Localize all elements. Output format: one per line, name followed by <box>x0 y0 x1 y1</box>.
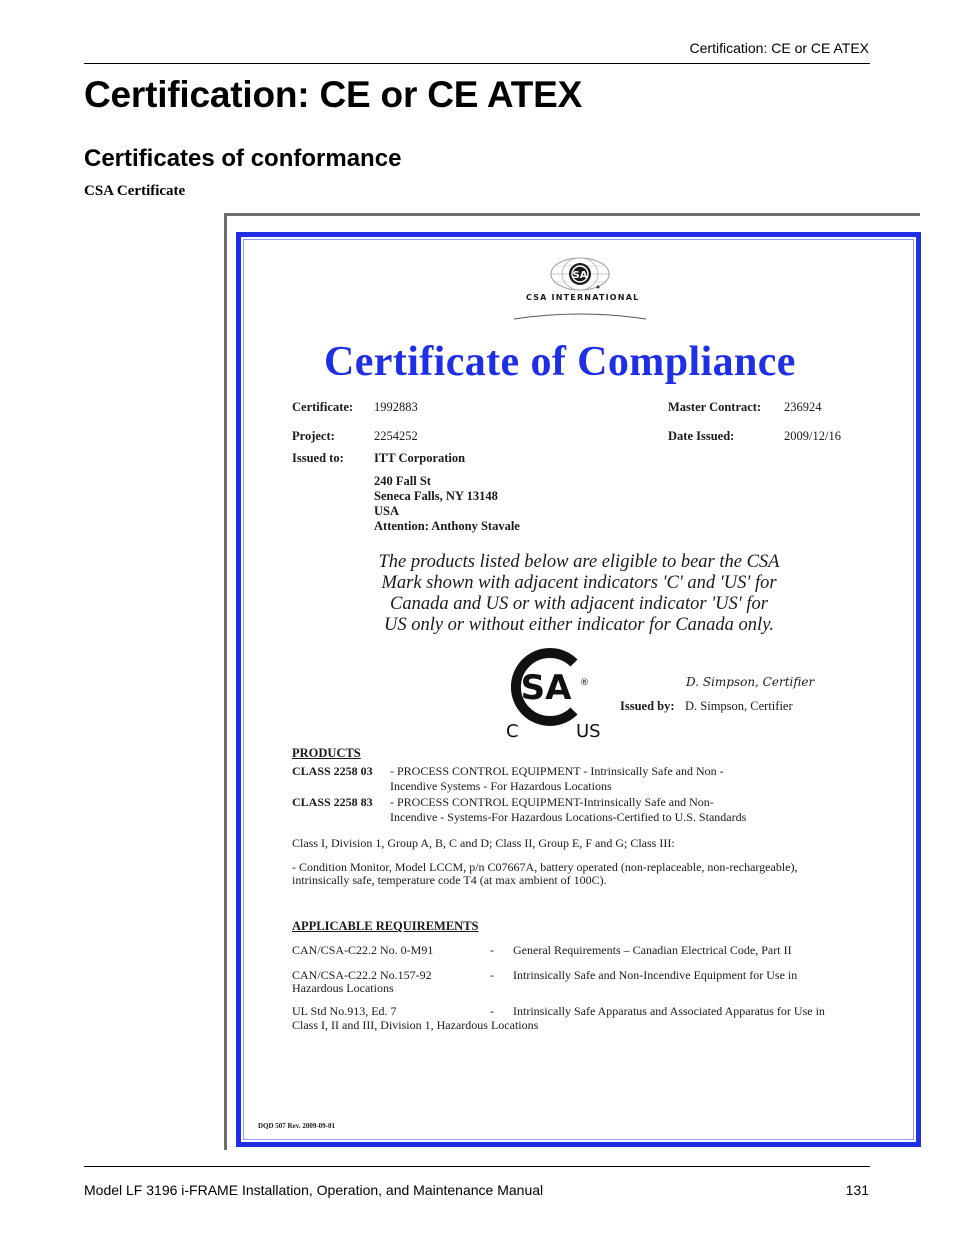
requirement-dash: - <box>490 1004 494 1018</box>
registered-mark: ® <box>580 678 589 688</box>
section-title: Certificates of conformance <box>84 145 402 172</box>
hazardous-class-line: Class I, Division 1, Group A, B, C and D; Class II, Group E, F and G; Class III: <box>292 836 675 850</box>
master-contract-value: 236924 <box>784 400 822 414</box>
certifier-signature: D. Simpson, Certifier <box>686 675 815 689</box>
eligibility-line: The products listed below are eligible to bear the CSA <box>378 552 780 572</box>
product-class: CLASS 2258 03 <box>292 764 373 778</box>
certificate-number-label: Certificate: <box>292 400 354 414</box>
requirements-heading: APPLICABLE REQUIREMENTS <box>292 919 479 933</box>
certificate-scan <box>224 213 920 1150</box>
requirement-dash: - <box>490 943 494 957</box>
project-value: 2254252 <box>374 429 418 443</box>
csa-certificate-label: CSA Certificate <box>84 183 186 199</box>
certificate-content <box>224 213 920 1150</box>
product-description: - PROCESS CONTROL EQUIPMENT - Intrinsically Safe and Non - <box>390 764 724 778</box>
product-description: Incendive - Systems-For Hazardous Locations-Certified to U.S. Standards <box>390 810 747 824</box>
condition-monitor-line: intrinsically safe, temperature code T4 (at max ambient of 100C). <box>292 873 607 887</box>
issued-to-company: ITT Corporation <box>374 451 466 465</box>
issued-by-value: D. Simpson, Certifier <box>685 699 793 713</box>
address-line: Attention: Anthony Stavale <box>374 519 520 533</box>
condition-monitor-line: - Condition Monitor, Model LCCM, p/n C07667A, battery operated (non-replaceable, non-rechargeable), <box>292 860 798 874</box>
svg-text:SA: SA <box>572 270 588 281</box>
product-class: CLASS 2258 83 <box>292 795 373 809</box>
issued-by-label: Issued by: <box>620 699 675 713</box>
page-title: Certification: CE or CE ATEX <box>84 74 583 115</box>
requirement-description: General Requirements – Canadian Electrical Code, Part II <box>513 943 792 957</box>
requirement-description: Intrinsically Safe Apparatus and Associated Apparatus for Use in <box>513 1004 825 1018</box>
date-issued-value: 2009/12/16 <box>784 429 841 443</box>
csa-mark-c: C <box>506 721 519 741</box>
csa-mark-us: US <box>576 721 601 741</box>
requirement-continuation: Hazardous Locations <box>292 981 394 995</box>
issued-to-label: Issued to: <box>292 451 344 465</box>
csa-international-logo-icon <box>549 256 611 292</box>
certificate-number-value: 1992883 <box>374 400 418 414</box>
logo-swoosh <box>512 309 648 321</box>
eligibility-line: US only or without either indicator for Canada only. <box>383 615 775 635</box>
products-heading: PRODUCTS <box>292 746 361 760</box>
footer-rule <box>84 1166 870 1167</box>
eligibility-statement <box>334 552 824 636</box>
footer-page-number: 131 <box>845 1182 869 1198</box>
csa-mark-icon <box>496 645 608 741</box>
requirement-continuation: Class I, II and III, Division 1, Hazardous Locations <box>292 1018 539 1032</box>
requirement-standard: CAN/CSA-C22.2 No. 0-M91 <box>292 943 434 957</box>
product-description: Incendive Systems - For Hazardous Locations <box>390 779 612 793</box>
eligibility-line: Mark shown with adjacent indicators 'C' and 'US' for <box>381 573 777 593</box>
running-header: Certification: CE or CE ATEX <box>689 40 869 56</box>
address-line: Seneca Falls, NY 13148 <box>374 489 498 503</box>
master-contract-label: Master Contract: <box>668 400 762 414</box>
product-description: - PROCESS CONTROL EQUIPMENT-Intrinsically Safe and Non- <box>390 795 714 809</box>
requirement-standard: CAN/CSA-C22.2 No.157-92 <box>292 968 432 982</box>
footer-manual-title: Model LF 3196 i-FRAME Installation, Operation, and Maintenance Manual <box>84 1182 544 1198</box>
address-line: 240 Fall St <box>374 474 431 488</box>
certificate-title: Certificate of Compliance <box>324 339 796 385</box>
requirement-description: Intrinsically Safe and Non-Incendive Equipment for Use in <box>513 968 798 982</box>
project-label: Project: <box>292 429 335 443</box>
address-line: USA <box>374 504 400 518</box>
csa-international-text: CSA INTERNATIONAL <box>526 293 640 302</box>
header-rule <box>84 63 870 64</box>
form-code: DQD 507 Rev. 2009-09-01 <box>258 1122 335 1130</box>
date-issued-label: Date Issued: <box>668 429 735 443</box>
requirement-dash: - <box>490 968 494 982</box>
svg-text:SA: SA <box>520 668 572 708</box>
eligibility-line: Canada and US or with adjacent indicator 'US' for <box>390 594 768 614</box>
requirement-standard: UL Std No.913, Ed. 7 <box>292 1004 397 1018</box>
